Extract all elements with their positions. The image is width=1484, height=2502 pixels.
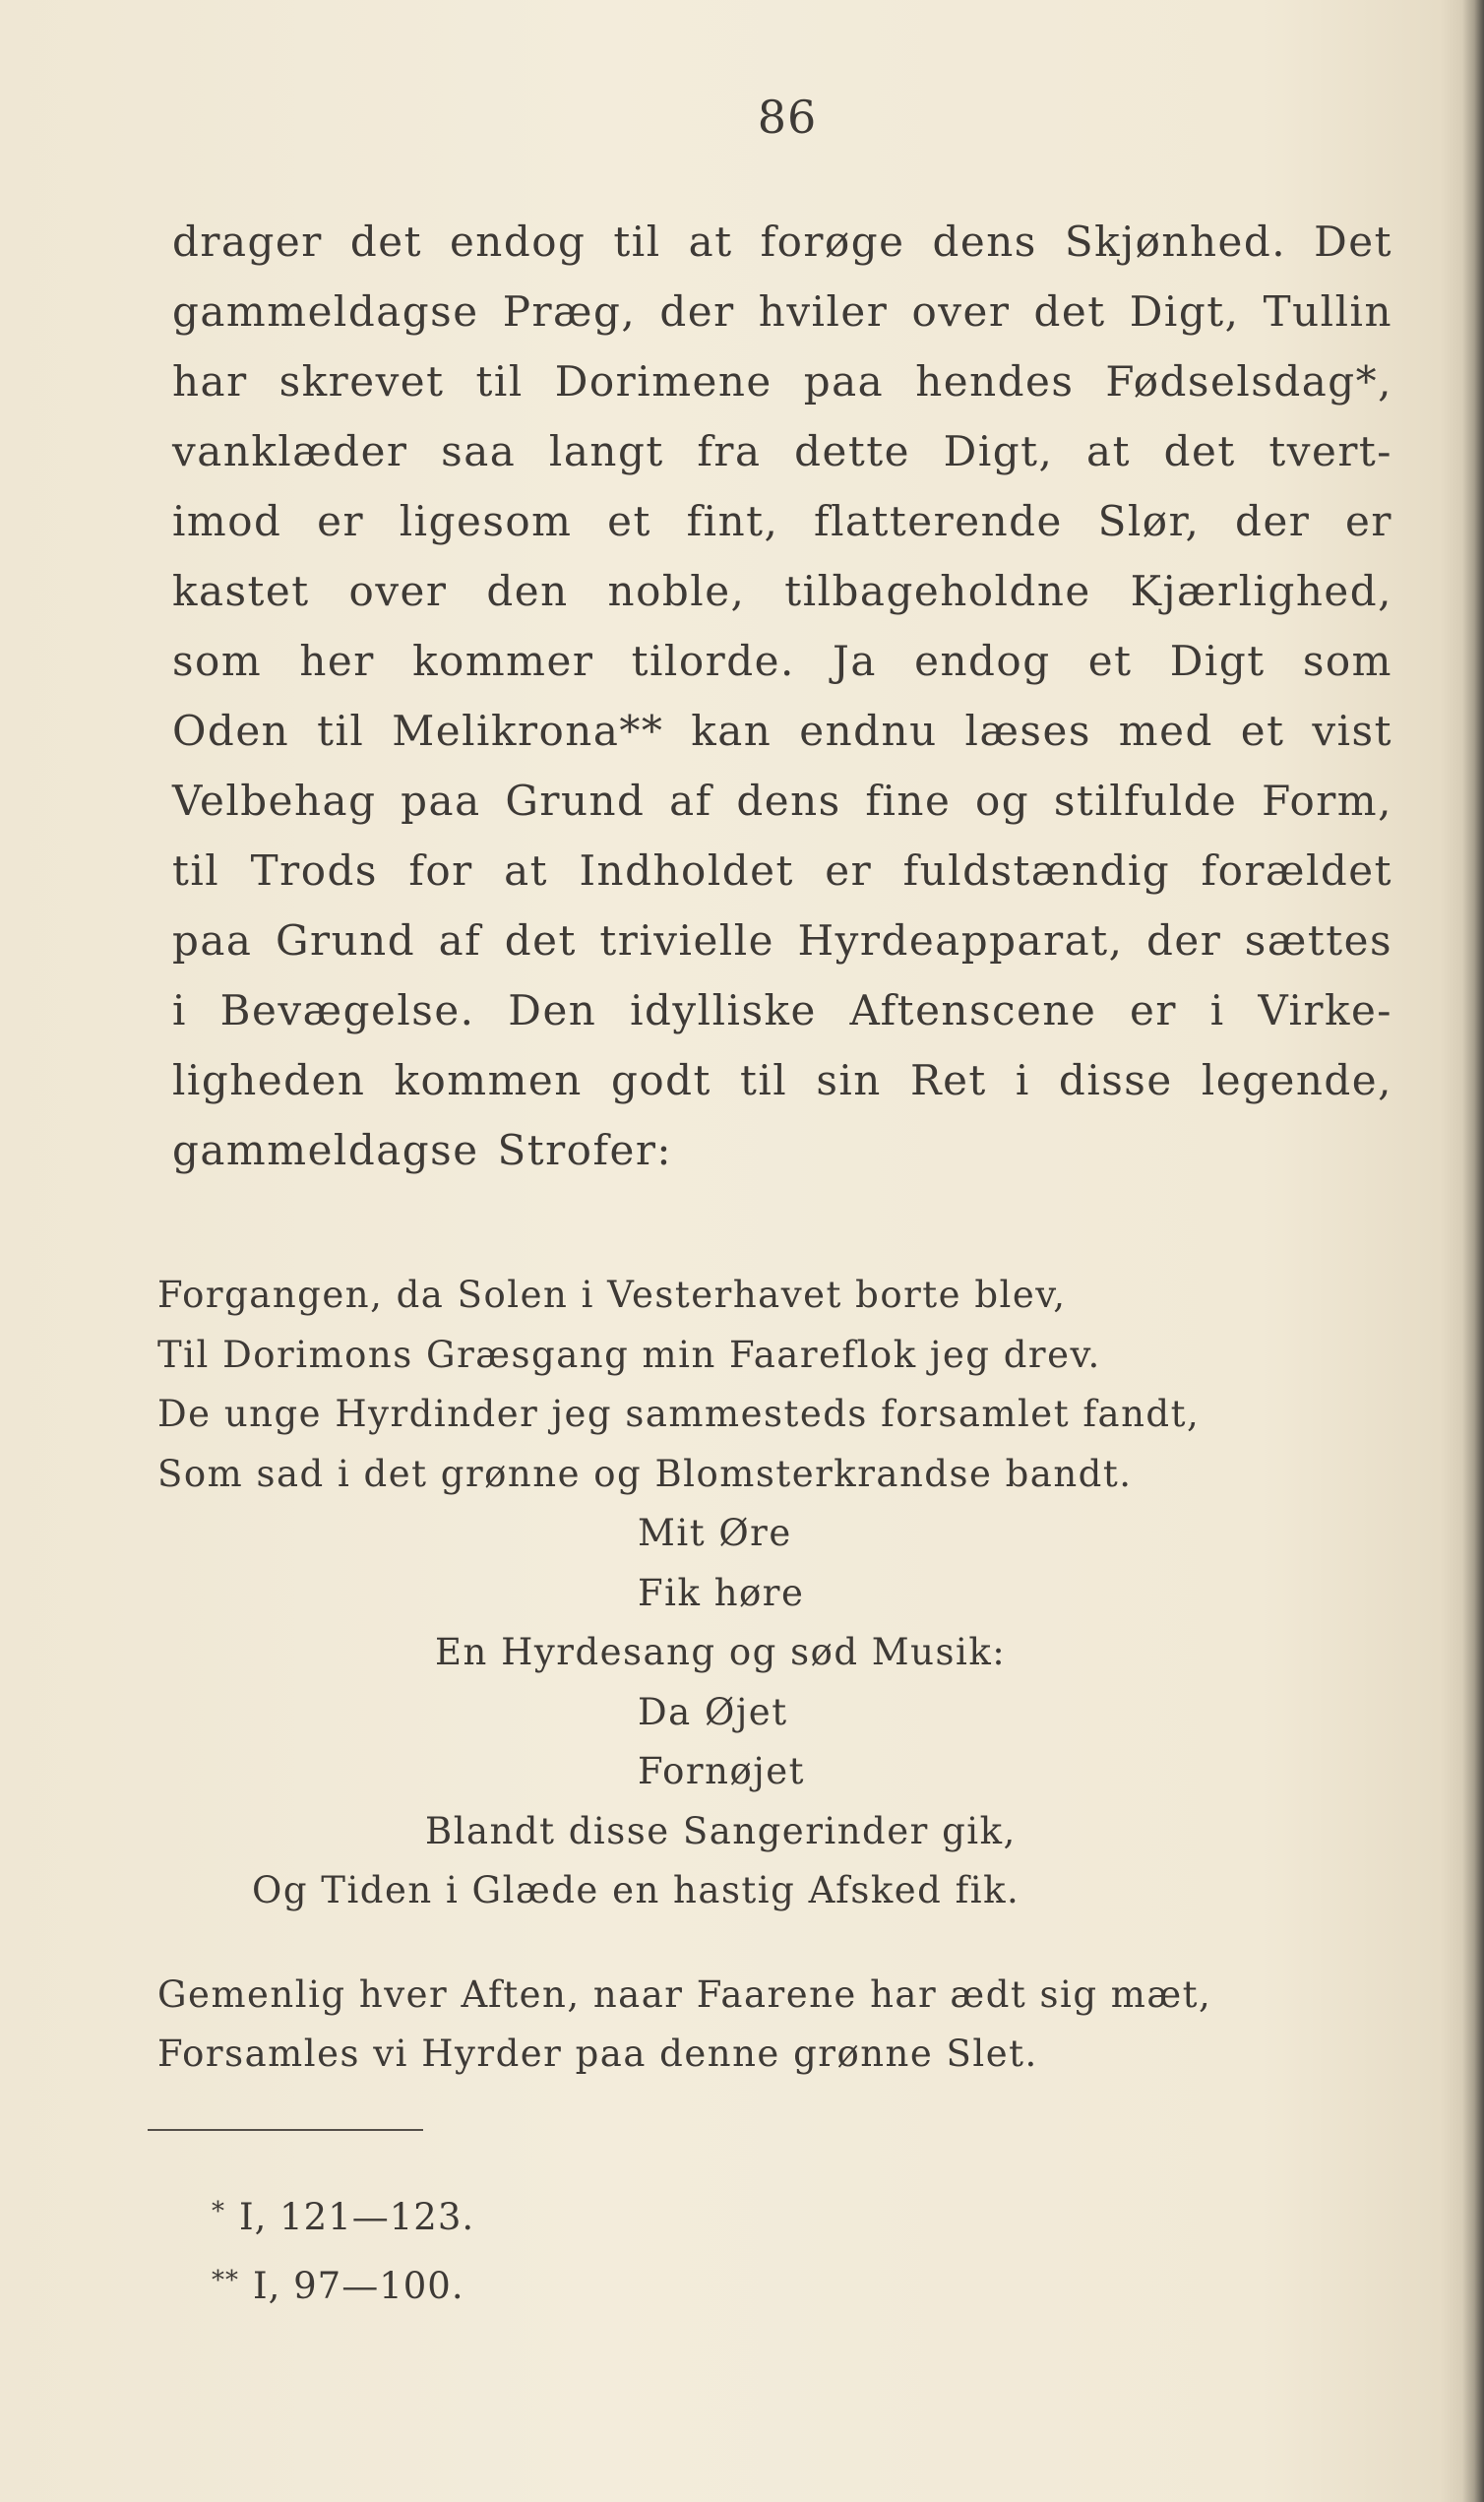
poem-verse: Fornøjet <box>638 1750 805 1792</box>
poem-verse: Som sad i det grønne og Blomsterkrandse bandt. <box>157 1452 1133 1495</box>
prose-line: kastet over den noble, tilbageholdne Kjærlighed, <box>172 567 1392 615</box>
page-number: 86 <box>757 91 818 144</box>
poem-verse: Gemenlig hver Aften, naar Faarene har ædt sig mæt, <box>157 1973 1212 2016</box>
page-edge-shadow <box>1462 0 1484 2502</box>
prose-line: som her kommer tilorde. Ja endog et Digt som <box>172 637 1392 685</box>
prose-line: gammeldagse Strofer: <box>172 1126 673 1174</box>
poem-verse: Da Øjet <box>638 1690 788 1733</box>
footnote-text: I, 121—123. <box>239 2196 475 2238</box>
prose-line: drager det endog til at forøge dens Skjønhed. Det <box>172 218 1392 266</box>
poem-verse: Forgangen, da Solen i Vesterhavet borte blev, <box>157 1274 1067 1316</box>
prose-line: vanklæder saa langt fra dette Digt, at det tvert- <box>172 427 1392 475</box>
poem-stanza-1 <box>157 1266 1240 1921</box>
footnote-mark: * <box>212 2197 225 2226</box>
prose-line: ligheden kommen godt til sin Ret i disse legende, <box>172 1056 1392 1104</box>
poem-verse: De unge Hyrdinder jeg sammesteds forsamlet fandt, <box>157 1393 1201 1435</box>
prose-line: gammeldagse Præg, der hviler over det Digt, Tullin <box>172 287 1392 336</box>
poem-verse: En Hyrdesang og sød Musik: <box>435 1631 1007 1673</box>
footnote <box>212 2249 474 2318</box>
prose-line: Velbehag paa Grund af dens fine og stilfulde Form, <box>172 777 1392 825</box>
poem-verse: Og Tiden i Glæde en hastig Afsked fik. <box>252 1869 1020 1911</box>
poem-stanza-2 <box>157 1966 1240 2084</box>
prose-line: imod er ligesom et fint, flatterende Slør, der er <box>172 497 1392 545</box>
poem-verse: Fik høre <box>638 1571 805 1614</box>
poem-verse: Forsamles vi Hyrder paa denne grønne Slet. <box>157 2033 1038 2075</box>
prose-line: i Bevægelse. Den idylliske Aftenscene er i Virke- <box>172 986 1392 1034</box>
prose-line: Oden til Melikrona** kan endnu læses med et vist <box>172 707 1392 755</box>
prose-line: har skrevet til Dorimene paa hendes Fødselsdag*, <box>172 357 1392 406</box>
footnote-mark: ** <box>212 2266 239 2295</box>
poem-verse: Blandt disse Sangerinder gik, <box>425 1809 1017 1852</box>
footnote-divider <box>148 2129 423 2131</box>
footnote <box>212 2180 474 2249</box>
poem-verse: Til Dorimons Græsgang min Faareflok jeg drev. <box>157 1333 1101 1376</box>
footnote-text: I, 97—100. <box>253 2265 464 2307</box>
prose-paragraph <box>172 207 1392 1185</box>
footnotes <box>212 2180 474 2318</box>
prose-line: paa Grund af det trivielle Hyrdeapparat, der sættes <box>172 916 1392 965</box>
poem-verse: Mit Øre <box>638 1512 792 1554</box>
prose-line: til Trods for at Indholdet er fuldstændig forældet <box>172 846 1392 895</box>
